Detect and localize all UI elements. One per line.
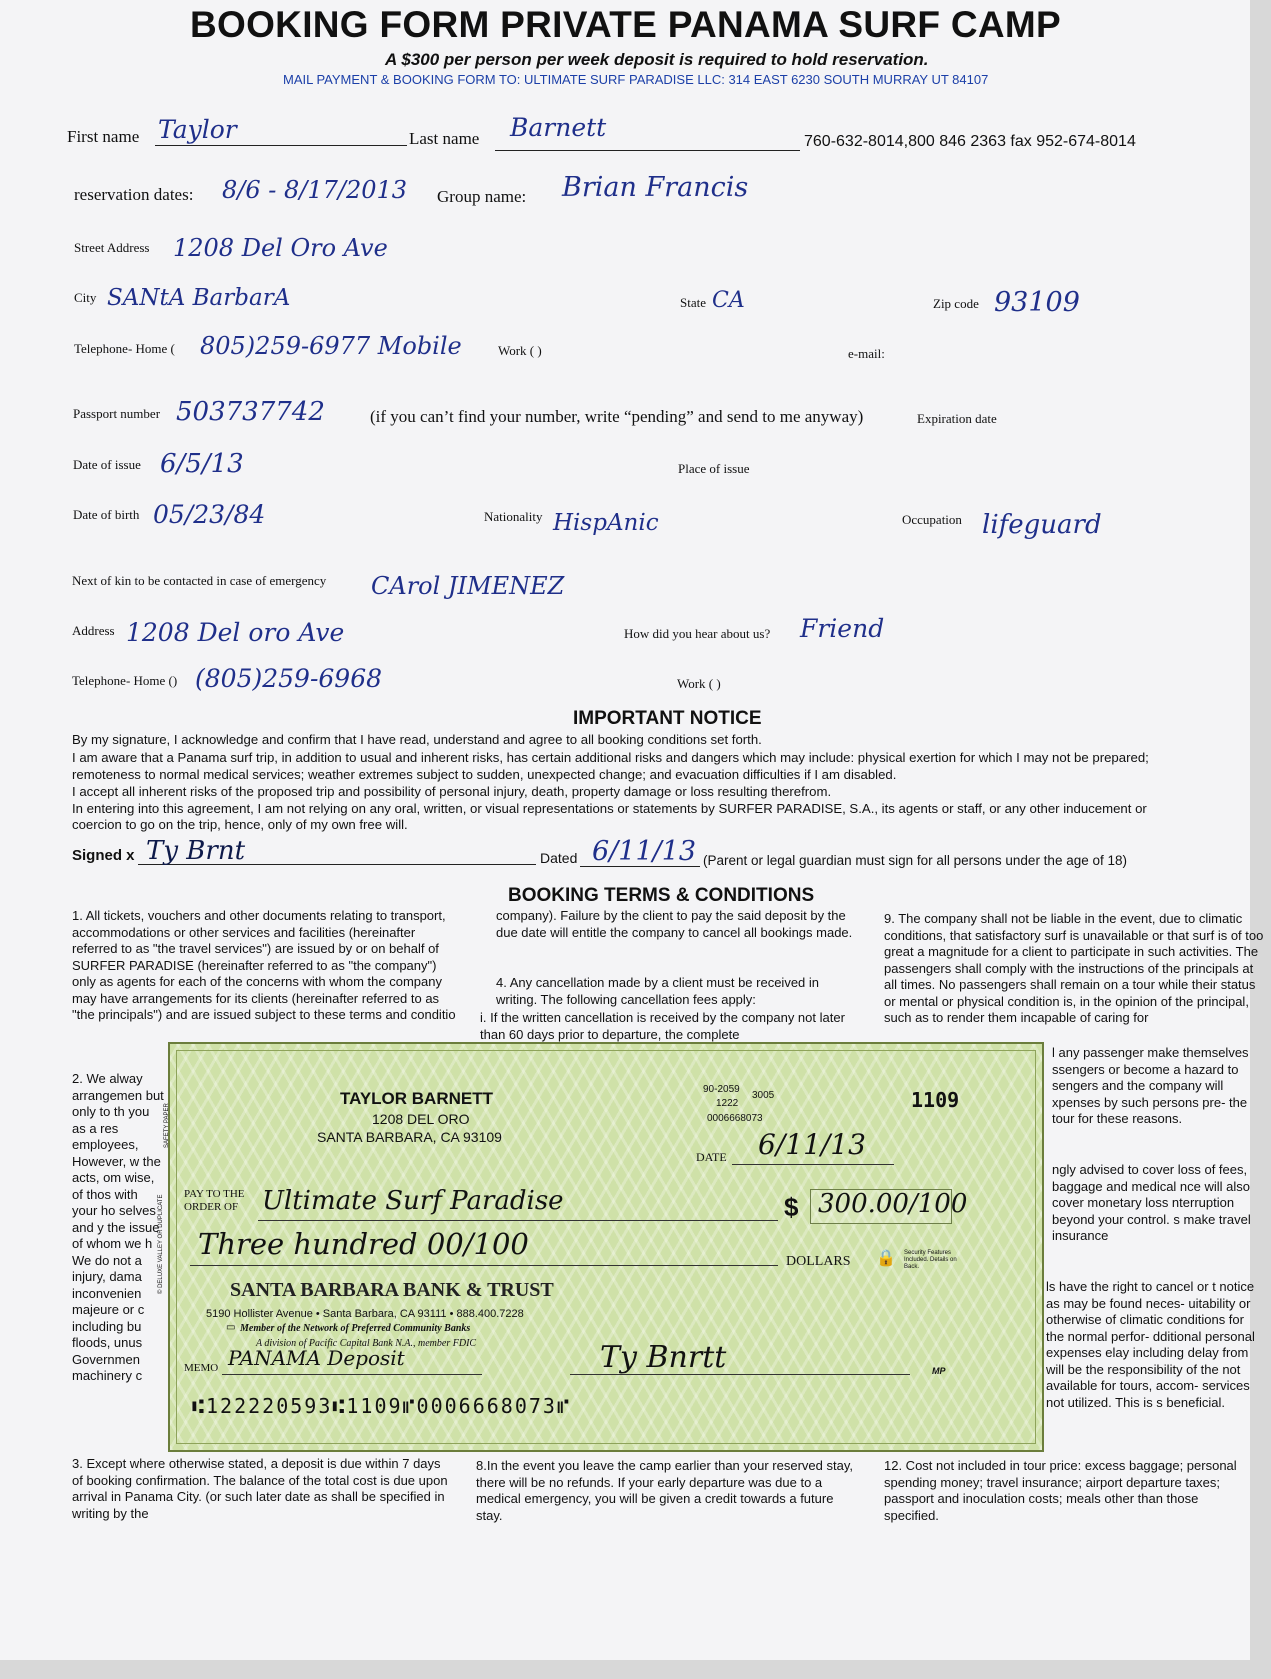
check-routing-denominator: 1222 [716,1098,739,1109]
check-written-line [190,1265,778,1266]
check-payee-line [258,1220,778,1221]
notice-line-3: remoteness to normal medical services; weather extremes subject to sudden, unexpected change; and evacuation difficulties if I am disabled. [72,767,897,782]
check-mp-mark: MP [932,1366,946,1376]
check-address-2: SANTA BARBARA, CA 93109 [317,1129,502,1145]
term-3: 3. Except where otherwise stated, a deposit is due within 7 days of booking confirmation. The balance of the total cost is due upon arrival in Panama City. (or such later date as shall be specified in writing by the [72,1456,448,1521]
kin-telephone-label: Telephone- Home () [72,673,178,688]
check-number: 1109 [911,1088,960,1112]
form-signature: Ty Brnt [146,836,246,866]
check-amount: 300.00/100 [818,1189,968,1219]
first-name-value: Taylor [158,115,237,144]
reservation-dates-label: reservation dates: [74,185,194,204]
terms-heading: BOOKING TERMS & CONDITIONS [508,885,815,906]
check-memo: PANAMA Deposit [228,1346,405,1370]
check-side-top-text: SAFETY PAPER [164,1103,170,1148]
next-of-kin-label: Next of kin to be contacted in case of emergency [72,573,327,588]
term-11-partial: ls have the right to cancel or t notice as may be found neces- uitability or otherwise of climatic conditions for the normal perfor- dditional personal expenses elay including delay from will be the responsibility of the not available for tours, accom- services not utilized. This is s beneficial. [1046,1279,1255,1410]
dated-label: Dated [540,850,578,866]
bank-name: SANTA BARBARA BANK & TRUST [230,1279,554,1301]
check-account-small: 0006668073 [707,1113,763,1124]
passport-note: (if you can’t find your number, write “pending” and send to me anyway) [370,407,864,426]
term-10-partial: ngly advised to cover loss of fees, baggage and medical nce will also cover monetary loss nterruption beyond your control. s make travel insurance [1052,1162,1251,1243]
check-date-label: DATE [696,1150,727,1164]
last-name-label: Last name [409,129,480,148]
group-name-value: Brian Francis [562,172,749,203]
term-1: 1. All tickets, vouchers and other documents relating to transport, accommodations or other services and facilities (hereinafter referred to as "the travel services") are issued by or on behalf of SURFER PARADISE (hereinafter referred to as "the company") only as agents for each of the concerns with whom the company may have arrangements for its clients (hereinafter referred to as "the principals") and are issued subject to these terms and conditio [72,908,456,1022]
check-date-line [732,1164,894,1165]
check-micr-line: ⑆122220593⑆1109⑈0006668073⑈ [192,1394,571,1418]
important-notice-heading: IMPORTANT NOTICE [573,708,762,729]
state-label: State [680,295,706,310]
term-4-i: i. If the written cancellation is received by the company not later than 60 days prior to departure, the complete [480,1010,845,1042]
check-date-value: 6/11/13 [758,1128,866,1161]
next-of-kin-value: CArol JIMENEZ [371,572,565,600]
term-9-continued: l any passenger make themselves ssengers or become a hazard to sengers and the company will xpenses by such persons pre- the tour for these reasons. [1052,1045,1249,1126]
street-address-value: 1208 Del Oro Ave [173,234,388,262]
last-name-value: Barnett [510,113,607,142]
reservation-dates-value: 8/6 - 8/17/2013 [222,176,408,204]
term-3-continued: company). Failure by the client to pay the said deposit by the due date will entitle the company to cancel all bookings made. [496,908,853,940]
city-value: SANtA BarbarA [107,285,291,311]
place-of-issue-label: Place of issue [678,461,750,476]
nationality-value: HispAnic [553,510,659,536]
kin-telephone-value: (805)259-6968 [195,664,383,693]
first-name-label: First name [67,127,140,146]
date-of-issue-value: 6/5/13 [160,449,244,479]
check-order-of-label: ORDER OF [184,1201,239,1213]
date-of-birth-value: 05/23/84 [153,500,266,529]
deposit-note: A $300 per person per week deposit is required to hold reservation. [385,50,929,69]
mail-to-address: MAIL PAYMENT & BOOKING FORM TO: ULTIMATE SURF PARADISE LLC: 314 EAST 6230 SOUTH MURRAY UT 84107 [283,72,989,87]
occupation-label: Occupation [902,512,962,527]
check-memo-line [222,1374,482,1375]
term-8: 8.In the event you leave the camp earlier than your reserved stay, there will be no refunds. If your early departure was due to a medical emergency, you will be given a credit towards a future stay. [476,1458,853,1523]
zip-code-value: 93109 [994,287,1080,318]
telephone-home-label: Telephone- Home ( [74,341,175,356]
signed-label: Signed x [72,847,135,864]
passport-number-value: 503737742 [176,397,325,427]
email-label: e-mail: [848,346,885,361]
how-hear-value: Friend [800,614,885,643]
term-4: 4. Any cancellation made by a client must be received in writing. The following cancellation fees apply: [496,975,820,1007]
term-12: 12. Cost not included in tour price: excess baggage; personal spending money; travel insurance; airport departure taxes; passport and inoculation costs; meals other than those specified. [884,1458,1237,1523]
check-signature: Ty Bnrtt [600,1340,727,1375]
expiration-date-label: Expiration date [917,411,997,426]
group-name-label: Group name: [437,187,527,206]
term-9: 9. The company shall not be liable in the event, due to climatic conditions, that satisfactory surf is unavailable or that surf is of too great a magnitude for a client to participate in such activities. The passengers shall comply with the instructions of the principals at all times. No passengers shall remain on a tour while their status or mental or physical condition is, in the opinion of the principal, such as to render them incapable of caring for [884,911,1264,1025]
check-payee: Ultimate Surf Paradise [262,1186,564,1216]
notice-line-6: coercion to go on the trip, hence, only of my own free will. [72,817,408,832]
state-value: CA [712,288,745,313]
bank-network-icon: ▭ [226,1322,236,1333]
check-security-note: Security Features Included. Details on Back. [904,1250,957,1270]
date-of-birth-label: Date of birth [73,507,140,522]
nationality-label: Nationality [484,509,543,524]
telephone-home-value: 805)259-6977 Mobile [200,332,462,360]
check-routing-extra: 3005 [752,1090,775,1101]
term-2-partial: 2. We alway arrangemen but only to th you as a res employees, However, w the acts, om wise, of thos with your ho selves and y the issue of whom we h We do not a injury, dama inconvenien majeure or c including bu floods, unus Governmen machinery c [72,1071,164,1383]
deposit-check [158,1042,1044,1452]
notice-line-5: In entering into this agreement, I am not relying on any oral, written, or visual representations or statements by SURFER PARADISE, S.A., its agents or staff, or any other inducement or [72,801,1147,816]
check-memo-label: MEMO [184,1362,219,1374]
check-pay-to-label: PAY TO THE [184,1188,245,1200]
check-dollar-sign: $ [784,1192,799,1222]
occupation-value: lifeguard [982,510,1102,540]
check-address-1: 1208 DEL ORO [372,1111,470,1127]
city-label: City [74,290,97,305]
notice-line-1: By my signature, I acknowledge and confirm that I have read, understand and agree to all booking conditions set forth. [72,732,762,747]
street-address-label: Street Address [74,240,150,255]
notice-line-2: I am aware that a Panama surf trip, in addition to usual and inherent risks, has certain additional risks and dangers which may include: physical exertion for which I may not be prepared; [72,750,1149,765]
passport-number-label: Passport number [73,406,161,421]
date-of-issue-label: Date of issue [73,457,141,472]
check-side-left-text: © DELUXE VALLEY OR DUPLICATE [158,1194,164,1294]
check-written-amount: Three hundred 00/100 [198,1227,529,1261]
how-hear-label: How did you hear about us? [624,626,771,641]
contact-phones: 760-632-8014,800 846 2363 fax 952-674-8014 [804,133,1136,150]
lock-icon: 🔒 [876,1250,896,1267]
guardian-note: (Parent or legal guardian must sign for all persons under the age of 18) [703,853,1127,868]
kin-address-value: 1208 Del oro Ave [126,618,345,647]
notice-line-4: I accept all inherent risks of the proposed trip and possibility of personal injury, death, property damage or loss resulting therefrom. [72,784,832,799]
work-label: Work ( ) [498,343,542,358]
last-name-line [495,150,800,151]
check-dollars-label: DOLLARS [786,1254,851,1269]
kin-work-label: Work ( ) [677,676,721,691]
first-name-line [155,145,407,146]
check-account-holder: TAYLOR BARNETT [340,1089,493,1108]
form-title: BOOKING FORM PRIVATE PANAMA SURF CAMP [190,4,1061,45]
zip-code-label: Zip code [933,296,979,311]
check-routing-fraction: 90-2059 [703,1084,740,1095]
bank-division: A division of Pacific Capital Bank N.A., member FDIC [256,1338,477,1349]
bank-address: 5190 Hollister Avenue • Santa Barbara, CA 93111 • 888.400.7228 [206,1308,524,1320]
dated-value: 6/11/13 [592,836,697,867]
kin-address-label: Address [72,623,115,638]
bank-network: Member of the Network of Preferred Community Banks [240,1323,471,1334]
